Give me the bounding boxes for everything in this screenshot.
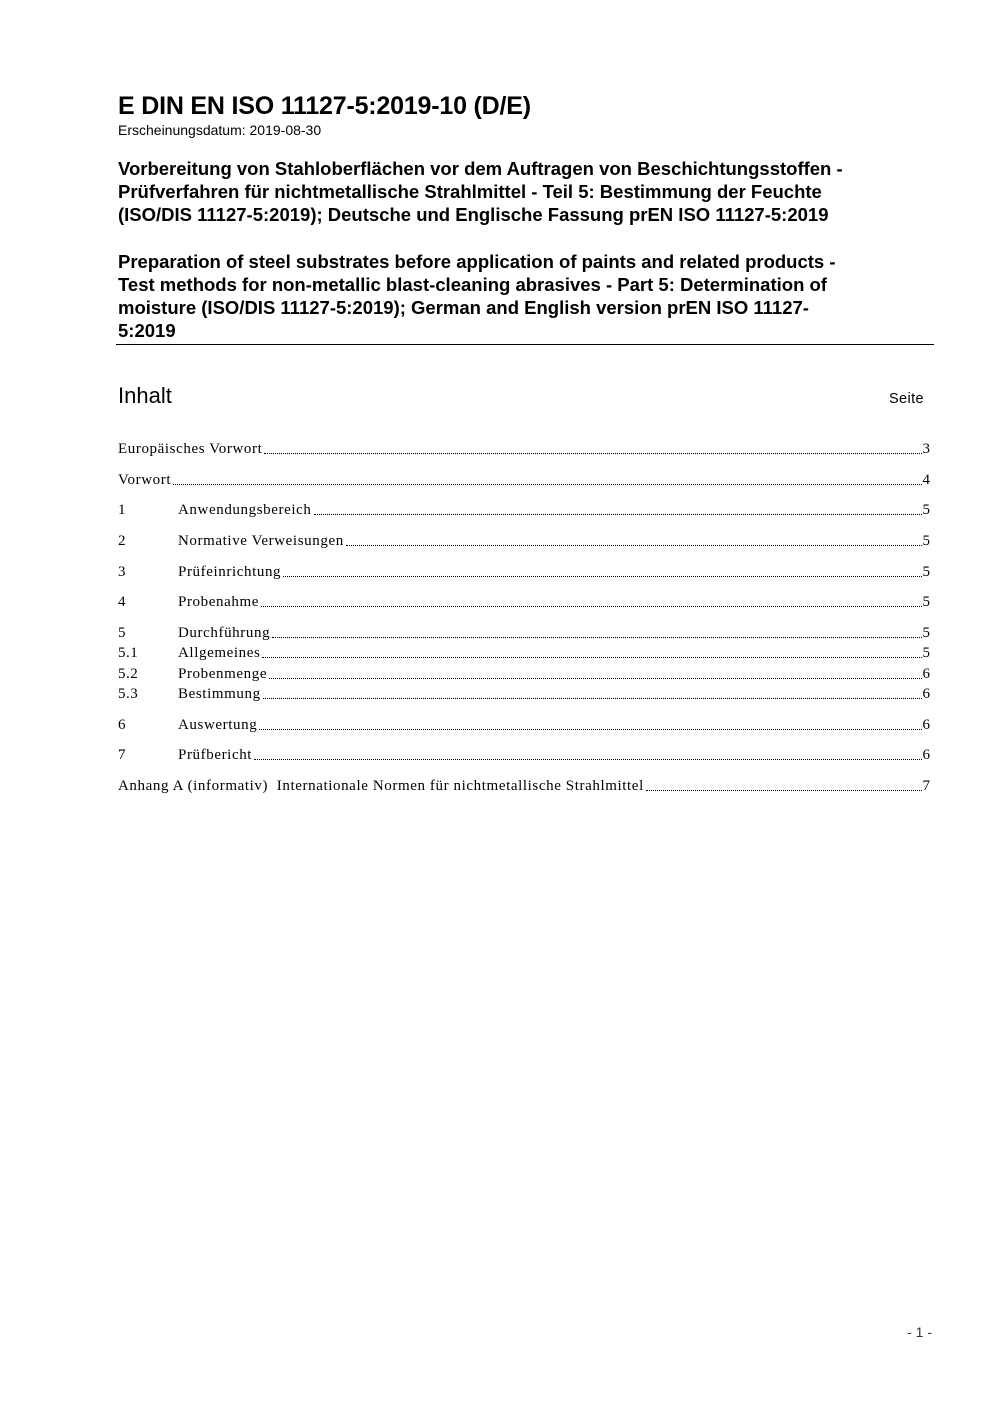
title-english-line: moisture (ISO/DIS 11127-5:2019); German and English version prEN ISO 11127- xyxy=(118,297,809,318)
toc-heading: Inhalt xyxy=(118,383,172,408)
toc-entry-number: 3 xyxy=(118,564,126,580)
toc-entry-label: Probenahme xyxy=(178,594,259,610)
toc-entry[interactable] xyxy=(118,643,930,663)
title-german-line: Prüfverfahren für nichtmetallische Strahlmittel - Teil 5: Bestimmung der Feuchte xyxy=(118,181,822,202)
toc-entry-page: 7 xyxy=(922,778,930,794)
toc-entry[interactable] xyxy=(118,664,930,684)
toc-entry-page: 6 xyxy=(922,686,930,702)
toc-entry[interactable] xyxy=(118,776,930,796)
title-german-line: (ISO/DIS 11127-5:2019); Deutsche und Englische Fassung prEN ISO 11127-5:2019 xyxy=(118,204,829,225)
publication-date: Erscheinungsdatum: 2019-08-30 xyxy=(118,122,322,138)
document-id: E DIN EN ISO 11127-5:2019-10 (D/E) xyxy=(118,92,531,120)
toc-leader-dots xyxy=(259,729,921,730)
toc-leader-dots xyxy=(269,678,921,679)
toc-entry-page: 5 xyxy=(922,533,930,549)
toc-leader-dots xyxy=(254,759,921,760)
toc-entry-page: 5 xyxy=(922,625,930,641)
toc-entry-page: 4 xyxy=(922,472,930,488)
toc-entry[interactable] xyxy=(118,715,930,735)
toc-entry-label: Allgemeines xyxy=(178,645,261,661)
toc-entry-number: 7 xyxy=(118,747,126,763)
toc-leader-dots xyxy=(272,637,921,638)
title-english-line: 5:2019 xyxy=(118,320,176,341)
toc-entry-label: Prüfbericht xyxy=(178,747,253,763)
toc-leader-dots xyxy=(263,698,922,699)
toc-entry[interactable] xyxy=(118,592,930,612)
toc-entry-number: 5.2 xyxy=(118,666,139,682)
toc-entry-label: Durchführung xyxy=(178,625,271,641)
toc-entry[interactable] xyxy=(118,684,930,704)
toc-leader-dots xyxy=(646,790,922,791)
toc-leader-dots xyxy=(261,606,922,607)
title-english xyxy=(118,250,934,342)
toc-entry-number: 5 xyxy=(118,625,126,641)
toc-leader-dots xyxy=(314,514,922,515)
toc-entry-number: 1 xyxy=(118,502,126,518)
toc-entry[interactable] xyxy=(118,531,930,551)
title-german-line: Vorbereitung von Stahloberflächen vor dem Auftragen von Beschichtungsstoffen - xyxy=(118,158,843,179)
toc-entry-number: 2 xyxy=(118,533,126,549)
toc-entry-page: 6 xyxy=(922,747,930,763)
toc-entry-label: Vorwort xyxy=(118,472,172,488)
toc-entry[interactable] xyxy=(118,500,930,520)
toc-entry[interactable] xyxy=(118,439,930,459)
toc-leader-dots xyxy=(173,484,921,485)
toc-entry-label: Bestimmung xyxy=(178,686,261,702)
toc-leader-dots xyxy=(262,657,921,658)
toc-entry-label: Normative Verweisungen xyxy=(178,533,344,549)
toc-entry-label: Probenmenge xyxy=(178,666,268,682)
title-divider xyxy=(116,344,934,345)
page-number: - 1 - xyxy=(907,1324,932,1340)
title-german xyxy=(118,157,934,226)
toc-entry-page: 5 xyxy=(922,645,930,661)
toc-entry-label: Prüfeinrichtung xyxy=(178,564,282,580)
toc-entry-number: 6 xyxy=(118,717,126,733)
toc-entry-number: 4 xyxy=(118,594,126,610)
title-english-line: Test methods for non-metallic blast-cleaning abrasives - Part 5: Determination of xyxy=(118,274,827,295)
toc-entry-label: Anhang A (informativ) Internationale Normen für nichtmetallische Strahlmittel xyxy=(118,778,644,794)
toc-entry-label: Auswertung xyxy=(178,717,258,733)
toc-leader-dots xyxy=(264,453,921,454)
toc-entry-number: 5.3 xyxy=(118,686,139,702)
toc-entry[interactable] xyxy=(118,562,930,582)
toc-entry-page: 5 xyxy=(922,594,930,610)
toc-entry[interactable] xyxy=(118,470,930,490)
toc-entry[interactable] xyxy=(118,623,930,643)
toc-entry-page: 6 xyxy=(922,666,930,682)
title-english-line: Preparation of steel substrates before application of paints and related products - xyxy=(118,251,836,272)
toc-entry-page: 5 xyxy=(922,564,930,580)
toc-entry-page: 6 xyxy=(922,717,930,733)
toc-entry-page: 3 xyxy=(922,441,930,457)
toc-entry-label: Anwendungsbereich xyxy=(178,502,312,518)
toc-entry[interactable] xyxy=(118,745,930,765)
toc-entry-page: 5 xyxy=(922,502,930,518)
toc-entry-number: 5.1 xyxy=(118,645,139,661)
toc-page-label: Seite xyxy=(888,391,924,407)
toc-leader-dots xyxy=(346,545,922,546)
toc-leader-dots xyxy=(283,576,921,577)
toc-entry-label: Europäisches Vorwort xyxy=(118,441,263,457)
